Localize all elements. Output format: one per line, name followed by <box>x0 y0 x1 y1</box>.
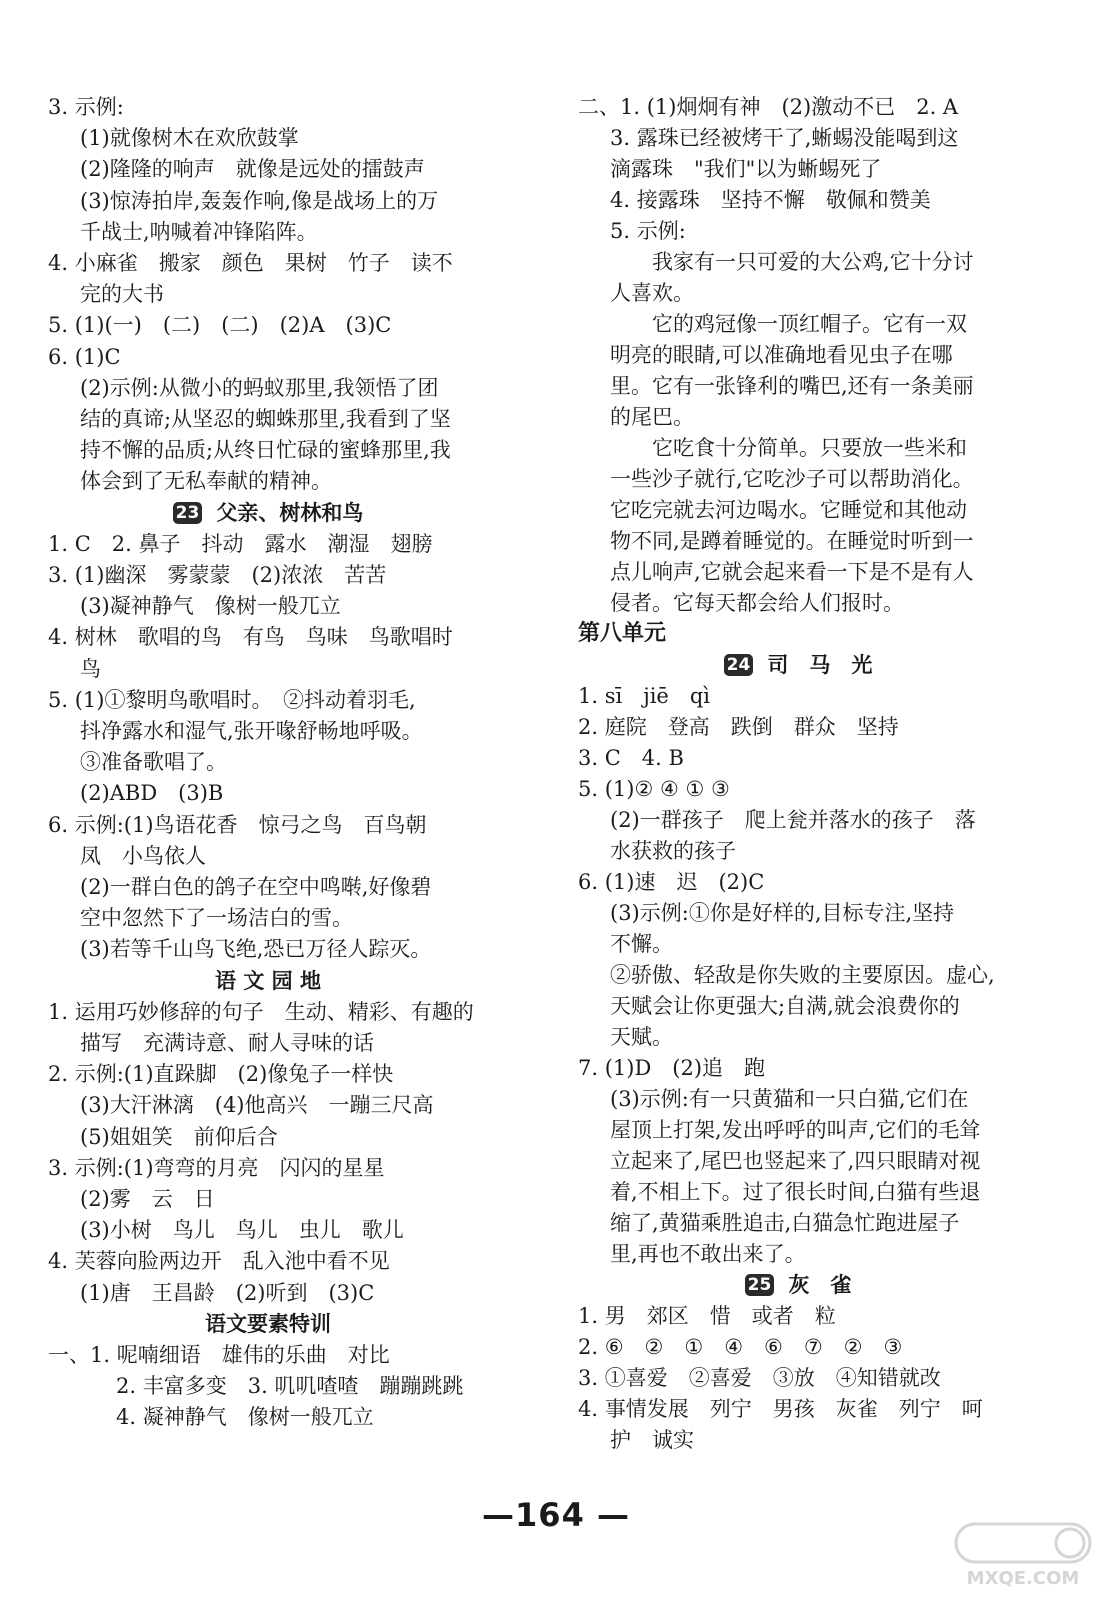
line-text: 1. 男 郊区 惜 或者 粒 <box>578 1304 836 1328</box>
answer-line <box>610 340 953 370</box>
answer-line <box>48 1340 390 1370</box>
answer-line <box>578 743 684 773</box>
line-text: 抖净露水和湿气,张开喙舒畅地呼吸。 <box>80 719 423 743</box>
answer-line <box>80 716 423 746</box>
line-text: (3)示例:①你是好样的,目标专注,坚持 <box>610 901 955 925</box>
line-text: 结的真谛;从坚忍的蜘蛛那里,我看到了坚 <box>80 407 451 431</box>
answer-line <box>610 402 694 432</box>
line-text: 天赋。 <box>610 1025 673 1049</box>
line-text: (2)一群白色的鸽子在空中鸣啭,好像碧 <box>80 875 432 899</box>
line-text: 4. 凝神静气 像树一般兀立 <box>116 1405 374 1430</box>
answer-line <box>610 991 960 1021</box>
line-text: 持不懈的品质;从终日忙碌的蜜蜂那里,我 <box>80 438 451 463</box>
line-text: (2)雾 云 日 <box>80 1187 215 1211</box>
answer-line <box>578 681 710 711</box>
line-text: 描写 充满诗意、耐人寻味的话 <box>80 1031 374 1055</box>
answer-line <box>610 1115 980 1145</box>
line-text: 物不同,是蹲着睡觉的。在睡觉时听到一 <box>610 529 974 553</box>
line-text: 父亲、树林和鸟 <box>216 500 364 525</box>
line-text: 3. 示例: <box>48 95 124 119</box>
page-number: —164 — <box>482 1496 630 1534</box>
section-heading <box>48 498 488 528</box>
line-text: 3. C 4. B <box>578 746 684 770</box>
line-text: 着,不相上下。过了很长时间,白猫有些退 <box>610 1180 981 1204</box>
answer-line <box>578 1363 941 1393</box>
answer-line <box>48 685 416 715</box>
line-text: 不懈。 <box>610 932 673 956</box>
answer-line <box>48 810 427 840</box>
answer-line <box>610 1084 969 1114</box>
line-text: (3)示例:有一只黄猫和一只白猫,它们在 <box>610 1087 969 1111</box>
section-heading <box>48 966 488 996</box>
line-text: 一些沙子就行,它吃沙子可以帮助消化。 <box>610 467 974 491</box>
answer-line <box>610 929 673 959</box>
answer-line <box>80 154 425 184</box>
line-text: 5. (1)(一) (二) (二) (2)A (3)C <box>48 313 392 338</box>
line-text: 3. 示例:(1)弯弯的月亮 闪闪的星星 <box>48 1155 385 1180</box>
line-text: 4. 事情发展 列宁 男孩 灰雀 列宁 呵 <box>578 1397 983 1421</box>
answer-line <box>610 464 974 494</box>
answer-line <box>80 123 299 153</box>
line-text: 1. C 2. 鼻子 抖动 露水 潮湿 翅膀 <box>48 531 433 556</box>
answer-line <box>80 1215 404 1245</box>
answer-line <box>610 371 974 401</box>
answer-line <box>48 310 391 340</box>
line-text: (1)就像树木在欢欣鼓掌 <box>80 126 299 151</box>
answer-line <box>610 836 736 866</box>
line-text: 5. (1)② ④ ① ③ <box>578 777 730 801</box>
answer-line <box>116 1402 374 1432</box>
answer-line <box>610 1425 694 1455</box>
line-text: 千战士,呐喊着冲锋陷阵。 <box>80 219 318 244</box>
line-text: 里,再也不敢出来了。 <box>610 1242 806 1266</box>
line-text: (2)示例:从微小的蚂蚁那里,我领悟了团 <box>80 375 439 400</box>
line-text: 二、1. (1)炯炯有神 (2)激动不已 2. A <box>578 95 959 119</box>
line-text: (3)惊涛拍岸,轰轰作响,像是战场上的万 <box>80 188 439 213</box>
line-text: 明亮的眼睛,可以准确地看见虫子在哪 <box>610 343 953 367</box>
answer-line <box>610 495 967 525</box>
line-text: 立起来了,尾巴也竖起来了,四只眼睛对视 <box>610 1149 981 1173</box>
line-text: 6. 示例:(1)鸟语花香 惊弓之鸟 百鸟朝 <box>48 812 427 837</box>
answer-line <box>80 903 353 933</box>
line-text: 滴露珠 "我们"以为蜥蜴死了 <box>610 157 882 181</box>
line-text: (3)小树 鸟儿 鸟儿 虫儿 歌儿 <box>80 1218 404 1243</box>
line-text: (5)姐姐笑 前仰后合 <box>80 1124 278 1149</box>
line-text: 我家有一只可爱的大公鸡,它十分讨 <box>610 250 974 274</box>
answer-line <box>610 309 967 339</box>
line-text: 凤 小鸟依人 <box>80 843 206 868</box>
answer-line <box>80 1090 434 1120</box>
answer-line <box>80 872 431 902</box>
line-text: 1. sī jiē qì <box>578 684 711 708</box>
answer-line <box>48 342 121 372</box>
answer-line <box>610 1177 980 1207</box>
answer-line <box>80 778 223 808</box>
answer-line <box>578 1394 983 1424</box>
line-text: 6. (1)C <box>48 344 121 369</box>
lesson-number-badge: 25 <box>745 1274 775 1296</box>
line-text: 完的大书 <box>80 282 164 307</box>
line-text: 的尾巴。 <box>610 405 694 429</box>
line-text: (1)唐 王昌龄 (2)听到 (3)C <box>80 1280 375 1305</box>
line-text: ③准备歌唱了。 <box>80 750 227 775</box>
answer-line <box>610 154 881 184</box>
answer-line <box>578 1301 836 1331</box>
line-text: 5. 示例: <box>610 219 686 243</box>
section-heading <box>578 1270 1018 1300</box>
answer-line <box>610 526 974 556</box>
line-text: 语 文 园 地 <box>215 968 321 993</box>
answer-line <box>610 216 686 246</box>
line-text: 天赋会让你更强大;自满,就会浪费你的 <box>610 994 960 1018</box>
lesson-number-badge: 24 <box>724 654 754 676</box>
answer-line <box>48 1059 393 1089</box>
line-text: (2)隆隆的响声 就像是远处的擂鼓声 <box>80 157 425 182</box>
answer-line <box>48 529 433 559</box>
answer-line <box>80 435 451 465</box>
line-text: 屋顶上打架,发出呼呼的叫声,它们的毛耸 <box>610 1118 981 1142</box>
answer-line <box>48 997 474 1027</box>
answer-line <box>610 278 694 308</box>
line-text: (3)凝神静气 像树一般兀立 <box>80 594 341 619</box>
answer-line <box>48 92 124 122</box>
watermark-text: MXQE.COM <box>966 1568 1080 1589</box>
section-heading <box>48 1309 488 1339</box>
line-text: 4. 芙蓉向脸两边开 乱入池中看不见 <box>48 1249 390 1274</box>
line-text: 2. 丰富多变 3. 叽叽喳喳 蹦蹦跳跳 <box>116 1374 464 1399</box>
answer-line <box>80 747 227 777</box>
line-text: 侵者。它每天都会给人们报时。 <box>610 591 904 615</box>
line-text: (2)一群孩子 爬上瓮并落水的孩子 落 <box>610 808 976 832</box>
line-text: 里。它有一张锋利的嘴巴,还有一条美丽 <box>610 374 974 398</box>
answer-line <box>610 960 995 990</box>
answer-line <box>80 279 164 309</box>
answer-line <box>48 1246 390 1276</box>
answer-line <box>610 123 958 153</box>
answer-line <box>80 186 438 216</box>
line-text: 6. (1)速 迟 (2)C <box>578 870 765 894</box>
answer-line <box>48 1153 385 1183</box>
answer-line <box>610 898 954 928</box>
line-text: 4. 接露珠 坚持不懈 敬佩和赞美 <box>610 188 931 212</box>
line-text: 体会到了无私奉献的精神。 <box>80 469 332 494</box>
answer-line <box>80 404 451 434</box>
line-text: 它吃食十分简单。只要放一些米和 <box>610 436 967 460</box>
answer-line <box>610 805 976 835</box>
line-text: 2. 庭院 登高 跌倒 群众 坚持 <box>578 715 899 739</box>
line-text: 7. (1)D (2)追 跑 <box>578 1056 766 1080</box>
answer-line <box>80 373 439 403</box>
answer-line <box>80 1184 215 1214</box>
answer-line <box>80 1278 374 1308</box>
answer-line <box>578 712 899 742</box>
answer-line <box>80 591 341 621</box>
line-text: 司 马 光 <box>767 653 873 677</box>
line-text: (3)若等千山鸟飞绝,恐已万径人踪灭。 <box>80 937 432 962</box>
answer-line <box>116 1371 463 1401</box>
answer-line <box>610 588 904 618</box>
line-text: 第八单元 <box>578 621 667 646</box>
line-text: 1. 运用巧妙修辞的句子 生动、精彩、有趣的 <box>48 999 474 1024</box>
answer-line <box>610 1146 980 1176</box>
lesson-number-badge: 23 <box>173 502 203 524</box>
section-heading <box>578 650 1018 680</box>
answer-line <box>578 774 730 804</box>
answer-line <box>48 622 453 652</box>
answer-line <box>610 557 974 587</box>
watermark-logo <box>948 1520 1098 1590</box>
answer-line <box>578 867 764 897</box>
line-text: 水获救的孩子 <box>610 839 736 863</box>
answer-line <box>80 654 101 684</box>
answer-line <box>578 1332 902 1362</box>
answer-line <box>610 1022 673 1052</box>
line-text: 灰 雀 <box>788 1273 852 1297</box>
answer-line <box>48 560 386 590</box>
line-text: 4. 小麻雀 搬家 颜色 果树 竹子 读不 <box>48 251 453 275</box>
line-text: 一、1. 呢喃细语 雄伟的乐曲 对比 <box>48 1343 390 1367</box>
line-text: 3. 露珠已经被烤干了,蜥蜴没能喝到这 <box>610 126 959 150</box>
line-text: ②骄傲、轻敌是你失败的主要原因。虚心, <box>610 963 995 987</box>
line-text: 语文要素特训 <box>205 1311 331 1336</box>
answer-line <box>80 217 318 247</box>
line-text: 2. ⑥ ② ① ④ ⑥ ⑦ ② ③ <box>578 1335 903 1359</box>
line-text: 护 诚实 <box>610 1428 694 1452</box>
line-text: 鸟 <box>80 656 101 681</box>
answer-line <box>80 466 332 496</box>
line-text: 人喜欢。 <box>610 281 694 305</box>
answer-line <box>80 934 431 964</box>
line-text: 2. 示例:(1)直跺脚 (2)像兔子一样快 <box>48 1062 394 1087</box>
line-text: (2)ABD (3)B <box>80 781 224 806</box>
answer-line <box>610 247 974 277</box>
answer-line <box>80 841 206 871</box>
line-text: 它的鸡冠像一顶红帽子。它有一双 <box>610 312 967 336</box>
line-text: 4. 树林 歌唱的鸟 有鸟 鸟味 鸟歌唱时 <box>48 625 453 650</box>
line-text: 点儿响声,它就会起来看一下是不是有人 <box>610 560 974 584</box>
answer-line <box>610 1239 806 1269</box>
line-text: 它吃完就去河边喝水。它睡觉和其他动 <box>610 498 967 522</box>
section-heading <box>578 619 666 649</box>
answer-line <box>80 1122 278 1152</box>
answer-line <box>610 1208 959 1238</box>
line-text: 3. (1)幽深 雾蒙蒙 (2)浓浓 苦苦 <box>48 563 387 587</box>
answer-line <box>578 92 958 122</box>
answer-line <box>48 248 453 278</box>
line-text: 5. (1)①黎明鸟歌唱时。 ②抖动着羽毛, <box>48 687 416 712</box>
answer-line <box>610 185 931 215</box>
line-text: 空中忽然下了一场洁白的雪。 <box>80 906 353 931</box>
answer-line <box>578 1053 765 1083</box>
line-text: 3. ①喜爱 ②喜爱 ③放 ④知错就改 <box>578 1366 941 1390</box>
line-text: 缩了,黄猫乘胜追击,白猫急忙跑进屋子 <box>610 1211 960 1235</box>
answer-line <box>610 433 967 463</box>
line-text: (3)大汗淋漓 (4)他高兴 一蹦三尺高 <box>80 1093 434 1118</box>
answer-line <box>80 1028 374 1058</box>
